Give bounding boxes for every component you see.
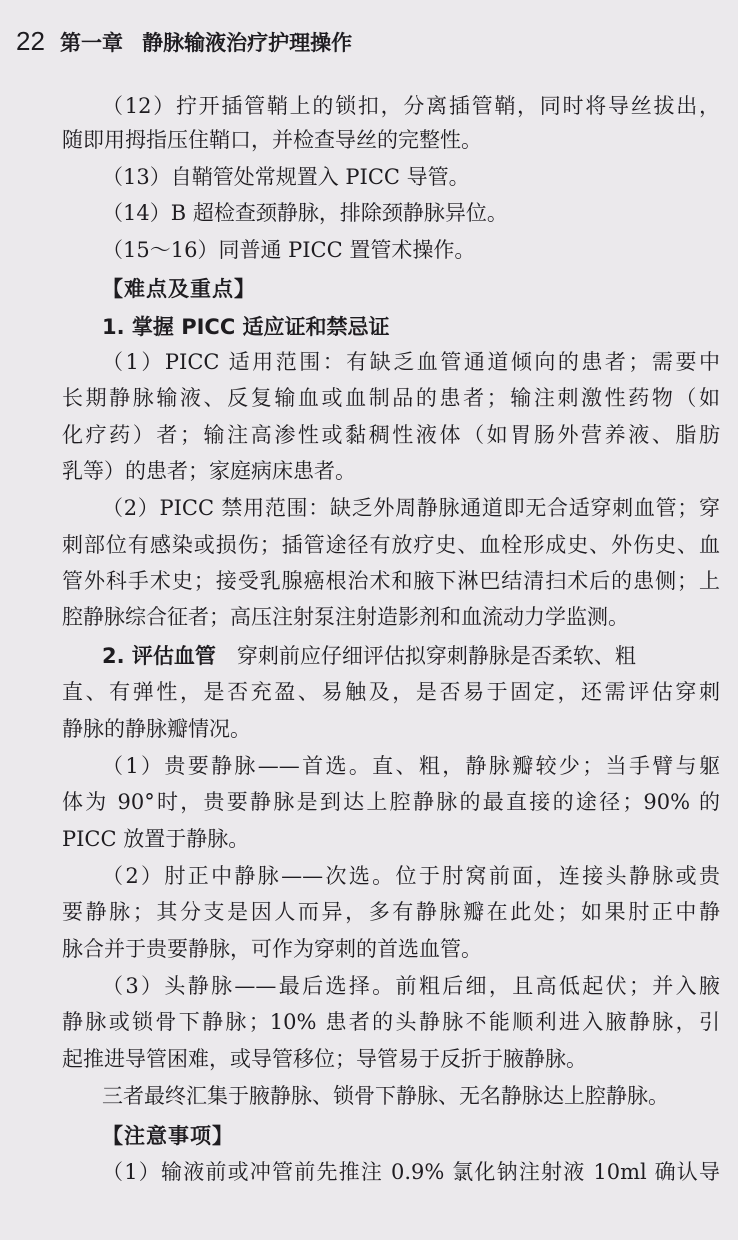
indications-line-3: 化疗药）者；输注高渗性或黏稠性液体（如胃肠外营养液、脂肪 (62, 423, 720, 447)
item-1-heading: 1. 掌握 PICC 适应证和禁忌证 (102, 315, 390, 339)
contraindications-line-1: （2）PICC 禁用范围：缺乏外周静脉通道即无合适穿刺血管；穿 (102, 496, 720, 520)
step-13: （13）自鞘管处常规置入 PICC 导管。 (102, 165, 470, 189)
running-header (16, 26, 352, 57)
chapter-label: 第一章 (60, 31, 124, 55)
notes-heading: 【注意事项】 (102, 1124, 234, 1148)
median-cubital-line-3: 脉合并于贵要静脉，可作为穿刺的首选血管。 (62, 937, 482, 961)
basilic-line-1: （1）贵要静脉——首选。直、粗，静脉瓣较少；当手臂与躯 (102, 754, 720, 778)
step-14: （14）B 超检查颈静脉，排除颈静脉异位。 (102, 201, 508, 225)
cephalic-line-2: 静脉或锁骨下静脉；10% 患者的头静脉不能顺利进入腋静脉，引 (62, 1010, 720, 1034)
contraindications-line-3: 管外科手术史；接受乳腺癌根治术和腋下淋巴结清扫术后的患侧；上 (62, 569, 720, 593)
contraindications-line-4: 腔静脉综合征者；高压注射泵注射造影剂和血流动力学监测。 (62, 605, 629, 629)
step-12-line-2: 随即用拇指压住鞘口，并检查导丝的完整性。 (62, 128, 482, 152)
cephalic-line-1: （3）头静脉——最后选择。前粗后细，且高低起伏；并入腋 (102, 974, 720, 998)
note-1-line-1: （1）输液前或冲管前先推注 0.9% 氯化钠注射液 10ml 确认导 (102, 1160, 720, 1184)
page-number: 22 (16, 26, 45, 56)
indications-line-1: （1）PICC 适用范围：有缺乏血管通道倾向的患者；需要中 (102, 350, 720, 374)
basilic-line-3: PICC 放置于静脉。 (62, 827, 250, 851)
cephalic-line-3: 起推进导管困难，或导管移位；导管易于反折于腋静脉。 (62, 1047, 587, 1071)
item-2-heading: 2. 评估血管 (102, 644, 216, 668)
chapter-title: 静脉输液治疗护理操作 (142, 31, 353, 55)
indications-line-2: 长期静脉输液、反复输血或血制品的患者；输注刺激性药物（如 (62, 386, 720, 410)
basilic-line-2: 体为 90°时，贵要静脉是到达上腔静脉的最直接的途径；90% 的 (62, 790, 720, 814)
item-2-line-2: 直、有弹性，是否充盈、易触及，是否易于固定，还需评估穿刺 (62, 680, 720, 704)
veins-summary: 三者最终汇集于腋静脉、锁骨下静脉、无名静脉达上腔静脉。 (102, 1084, 669, 1108)
item-2-line-3: 静脉的静脉瓣情况。 (62, 717, 251, 741)
item-2-line-1 (102, 642, 720, 670)
median-cubital-line-1: （2）肘正中静脉——次选。位于肘窝前面，连接头静脉或贵 (102, 864, 720, 888)
indications-line-4: 乳等）的患者；家庭病床患者。 (62, 459, 356, 483)
step-15-16: （15～16）同普通 PICC 置管术操作。 (102, 238, 476, 262)
item-2-text: 穿刺前应仔细评估拟穿刺静脉是否柔软、粗 (236, 644, 636, 668)
contraindications-line-2: 刺部位有感染或损伤；插管途径有放疗史、血栓形成史、外伤史、血 (62, 533, 720, 557)
difficulty-heading: 【难点及重点】 (102, 277, 256, 301)
median-cubital-line-2: 要静脉；其分支是因人而异，多有静脉瓣在此处；如果肘正中静 (62, 900, 720, 924)
step-12-line-1: （12）拧开插管鞘上的锁扣，分离插管鞘，同时将导丝拔出， (102, 94, 720, 118)
